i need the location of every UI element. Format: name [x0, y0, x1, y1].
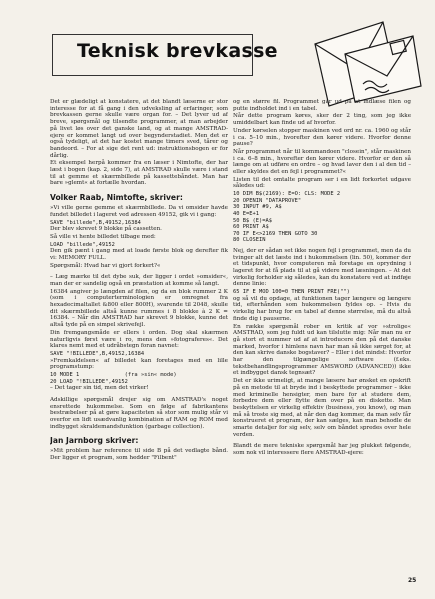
letter-paragraph: Spørgsmål: Hvad har vi gjort forkert?« — [50, 262, 161, 269]
answer-paragraph: Adskillige spørgsmål drejer sig om AMSTRAD's noget ensrettede hukommelse. Som en følge af fabrikantens bestræbelser på at gøre kapaciteten så stor som mulig står vi overfor en lidt usædvanlig kombination af RAM og ROM med indbygget skraldemandsfunktion (garbage collection). — [50, 396, 228, 430]
section-heading-volker: Volker Raab, Nimtofte, skriver: — [50, 193, 183, 203]
answer-paragraph: Din fremgangsmåde er ellers i orden. Dog skal skærmen naturligvis først være i ro, mens den »fotograferes«. Det klares nemt med et udråbstegn foran navnet: — [50, 329, 228, 350]
answer-paragraph: og så vil du opdage, at funktionen tager længere og længere tid, efterhånden som hukommelsen fyldes op. – Hvis du virkelig har brug for en tabel af denne størrelse, må du altså finde dig i pauserne. — [233, 295, 411, 322]
intro-paragraph: Et eksempel herpå kommer fra en læser i Nimtofte, der har læst i bogen (kap. 2, side 7), at AMSTRAD skulle være i stand til at gemme et skærmbillede på kassettebåndet. Man har bare »glemt« at fortælle hvordan. — [50, 160, 228, 187]
code-snippet: 65 IF E MOD 100=0 THEN PRINT FRE("") — [233, 289, 350, 296]
intro-paragraph: Det er glædeligt at konstatere, at det blandt læserne er stor interesse for at få gang i den udveksling af erfaringer, som brevkassen gerne skulle være organ for. – Det lyver ud af breve, spørgsmål og tilsendte programmer, at man arbejder på livet løs over det ganske land, og at mange AMSTRAD-ejere er kommet langt ud over begynderstadiet. Men det er også tydeligt, at det har kostet mange timers sved, tårer og bandeord. – For at sige det rent ud: instruktionsbogen er for dårlig. — [50, 99, 228, 159]
page-number: 25 — [408, 577, 417, 584]
letter-paragraph: Den gik pænt i gang med at loade første blok og derefter fik vi: MEMORY FULL. — [50, 248, 228, 261]
answer-paragraph: Det er ikke urimeligt, at mange læsere har ønsket en opskrift på en metode til at bryde ind i beskyttede programmer – ikke med kriminelle hensigter, men bare for at studere dem, forbedre dem eller flytte dem over på en diskette. Man beskyttelsen er virkelig effektiv (business, you know), og man må så troste sig med, at når den dag kommer, da man selv får konstrueret et program, der kan sælges, kan man behodle de smarte detaljer for sig selv, selv om båndet spredes over hele verden. — [233, 378, 411, 438]
letter-paragraph: Under kørselen stopper maskinen ved ord nr. ca. 1960 og står i ca. 5–10 min., hvorefter den kører videre. Hvorfor denne pause? — [233, 127, 411, 148]
answer-paragraph: »Fremkaldelsen« af billedet kan foretages med en lille programstump: — [50, 357, 228, 371]
answer-paragraph: – Det tager sin tid, men det virker! — [50, 385, 149, 392]
letter-paragraph: Når programmet når til kommandoen "closein", står maskinen i ca. 6–8 min., hvorefter den kører videre. Hvorfor er den så længe om at udføre en ordre – og hvad laver den i al den tid – eller skyldes det en fejl i programmet?« — [233, 148, 411, 176]
page-title: Teknisk brevkasse — [77, 40, 278, 62]
letter-paragraph: Når dette program køres, sker der 2 ting, som jeg ikke umiddelbart kan finde ud af hvorfor. — [233, 113, 411, 127]
right-column — [233, 99, 411, 569]
code-snippet: SAVE "billede",B,49152,16384 — [50, 219, 141, 226]
section-heading-jan: Jan Jarnborg skriver: — [50, 436, 139, 446]
letter-paragraph: og en større fil. Programmet går ud på at indlæse filen og putte indholdet ind i en tabel. — [233, 99, 411, 112]
letter-paragraph: Så ville vi hente billedet tilbage med: — [50, 233, 156, 240]
answer-paragraph: En række spørgsmål rober en kritik af vor »strolige« AMSTRAD, som jeg fuldt ud kan tilslutte mig: Når man nu er gå stort et nummer ud af at introducere den på det danske marked, hvorfor i himlens navn har man så ikke sørget for, at den kan skrive danske bogstaver? – Eller i det mindst: Hvorfor har den tilgængelige software (f.eks. tekstbehandlingsprogrammer AMSWORD (ADVANCED)) ikke et indbygget dansk tegnsæt? — [233, 323, 411, 377]
answer-paragraph: – Læg mærke til det dybe suk, der ligger i ordet »omsider«, man der er sandelig også en præstation at komme så langt. — [50, 274, 228, 287]
program-listing: 10 DIM B$(2169): E=O: CLS: MODE 2 20 OPENIN "DATAPROVE" 30 INPUT #9, A$ 40 E=E+1 50 B$ (E)=A$ 60 PRINT A$ 70 IF E<>2169 THEN GOTO 30 80 CLOSEIN — [233, 191, 341, 244]
letter-paragraph: »Mit problem har reference til side B på det vedlagte bånd. Der ligger et program, som hedder "Filbent" — [50, 448, 228, 462]
letter-paragraph: Listen til det omtalte program ser i en lidt forkortet udgave således ud: — [233, 176, 411, 190]
answer-paragraph: 16384 angiver jo længden af filen, og da en blok rummer 2 K (som i computerterminologien er omregnet fra hexadecimaltallet &800 eller 800H), svarende til 2048, skulle dit skærmbillede altså kunne rummes i 8 blokke à 2 K = 16384. – Når din AMSTRAD har skrevet 9 blokke, kunne det altså tyde på en simpel skrivefejl. — [50, 288, 228, 329]
code-snippet: 10 MODE 1 (fra »sin« mode) 20 LOAD "!BILLEDE",49152 — [50, 371, 177, 385]
answer-paragraph: Nej, der er sådan set ikke nogen fejl i programmet, men da du tvinger alt det læste ind i hukommelsen (lin. 50), kommer der et tidspunkt, hvor computeren må foretage en oprydning i lageret for at få plads til at gå videre med læsningen. – At det virkelig forholder sig således, kan du konstatere ved at indføje denne linie: — [233, 247, 411, 288]
left-column — [50, 99, 228, 569]
code-snippet: LOAD "billede",49152 — [50, 241, 115, 248]
code-snippet: SAVE "!BILLEDE",B,49152,16384 — [50, 350, 145, 357]
letter-paragraph: Der blev skrevet 9 blokke på cassetten. — [50, 226, 162, 233]
letter-paragraph: »Vi ville gerne gemme et skærmbillede. Da vi omsider havde fundet billedet i lageret ved adressen 49152, gik vi i gang: — [50, 205, 228, 218]
answer-paragraph: Blandt de mere tekniske spørgsmål har jeg plukket følgende, som nok vil interessere flere AMSTRAD-ejere: — [233, 443, 411, 457]
